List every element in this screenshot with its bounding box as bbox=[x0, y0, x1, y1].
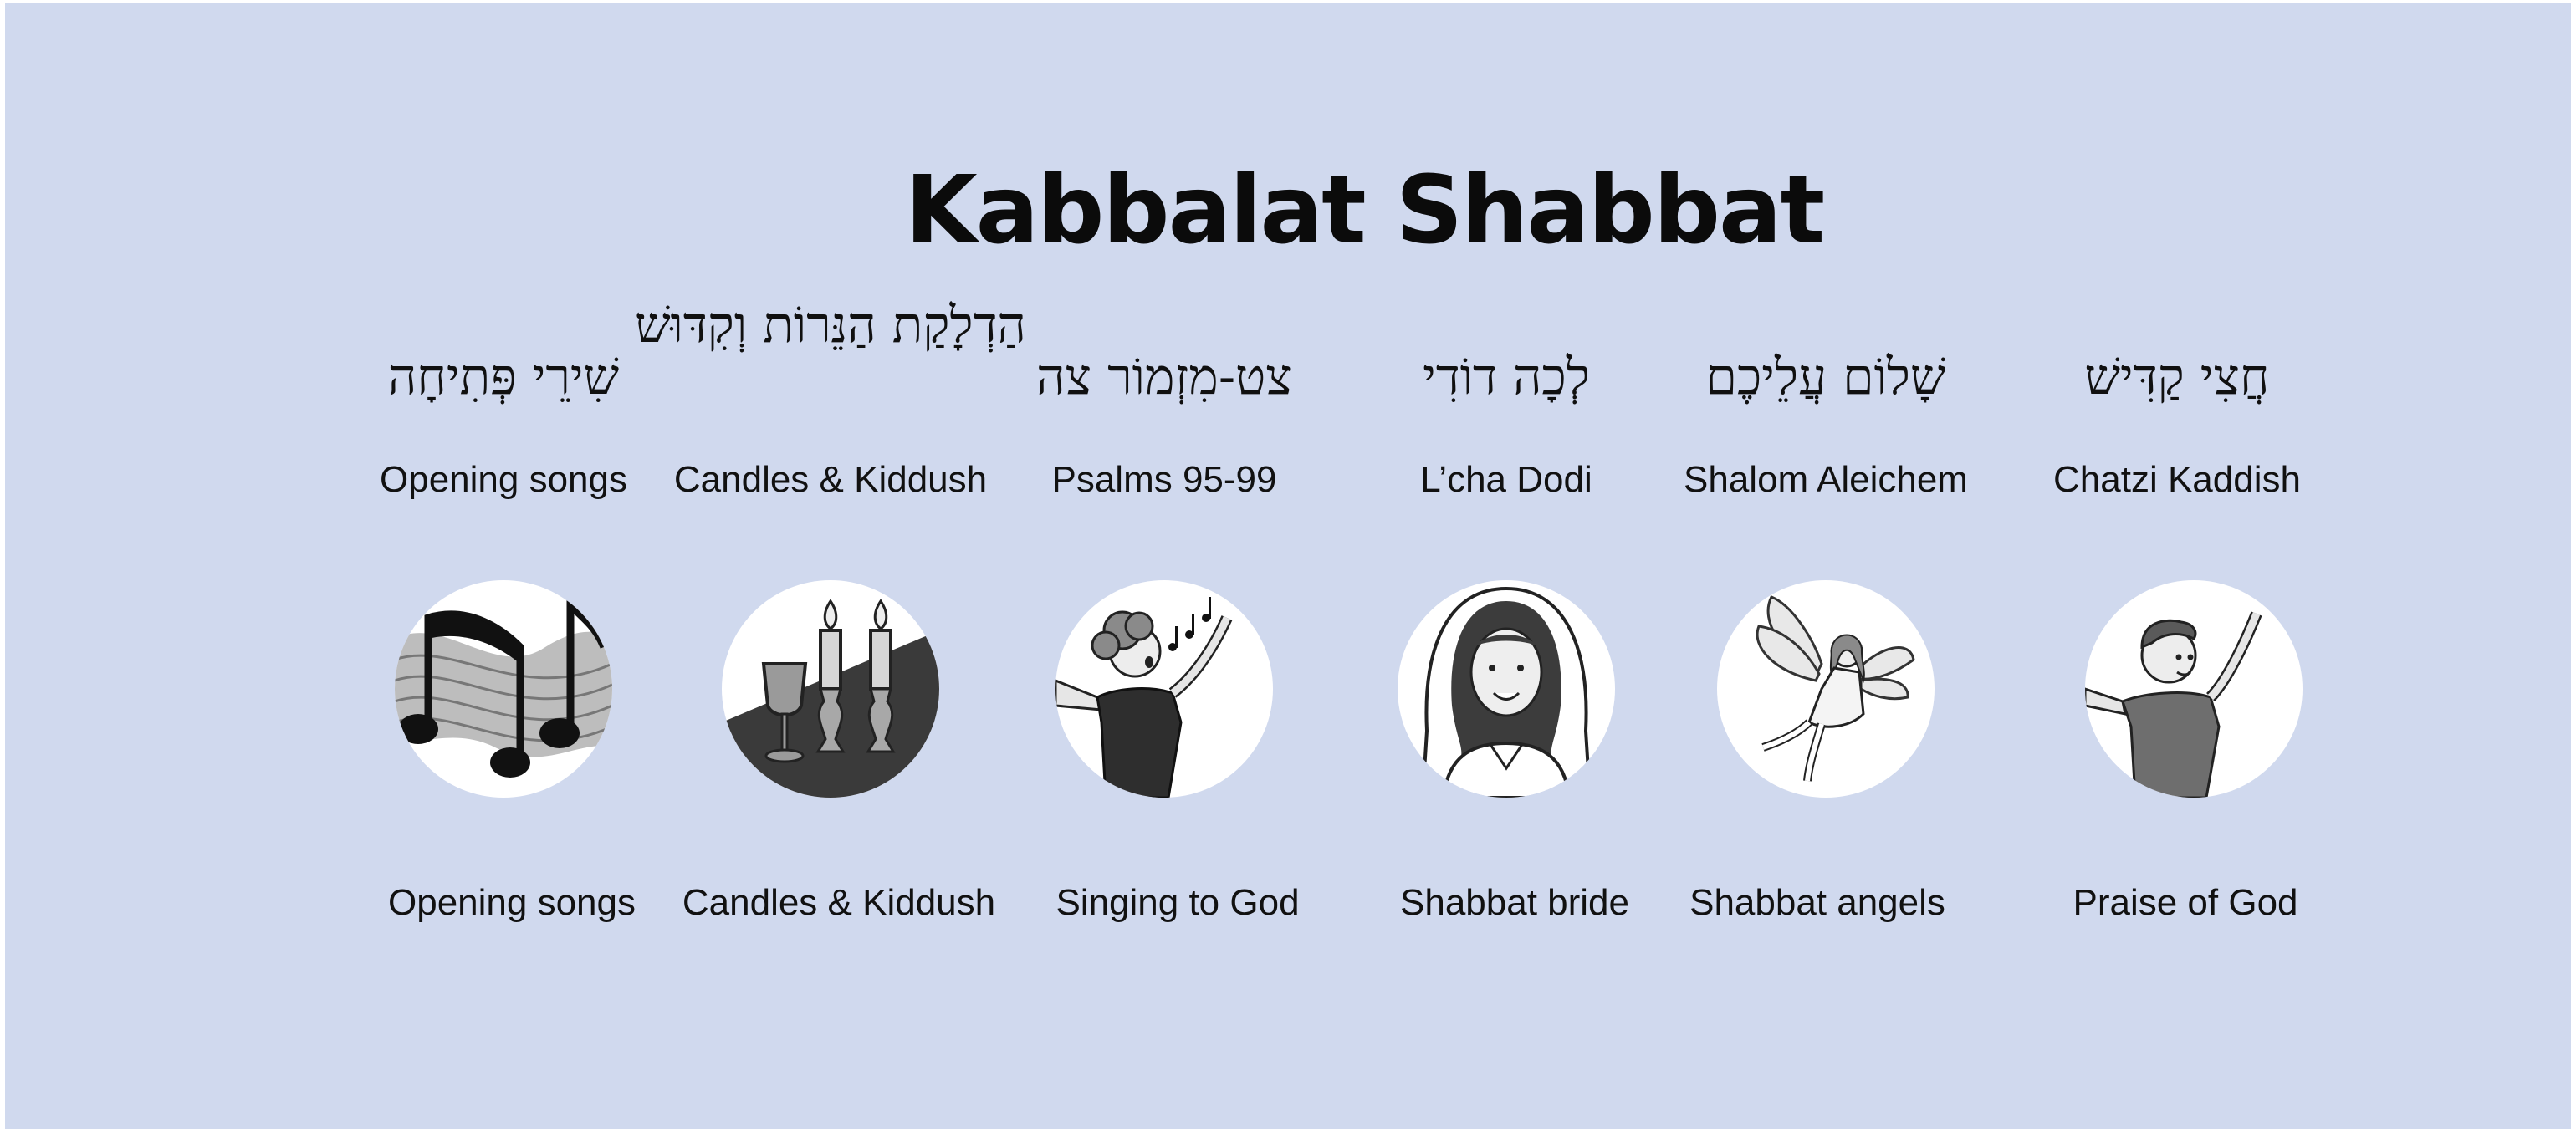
caption: Shabbat bride bbox=[1400, 882, 1629, 923]
hebrew-heading: צט-מִזְמוֹר צה bbox=[1036, 348, 1292, 406]
caption: Shabbat angels bbox=[1689, 882, 1945, 923]
english-heading: Psalms 95-99 bbox=[1051, 459, 1277, 500]
angel-icon bbox=[1717, 580, 1935, 798]
caption: Opening songs bbox=[388, 882, 636, 923]
english-heading: L’cha Dodi bbox=[1420, 459, 1592, 500]
hebrew-heading: שִׁירֵי פְּתִיחָה bbox=[387, 348, 620, 406]
caption: Singing to God bbox=[1055, 882, 1300, 923]
caption: Candles & Kiddush bbox=[682, 882, 996, 923]
page-title: Kabbalat Shabbat bbox=[904, 156, 1824, 265]
bride-icon bbox=[1398, 580, 1615, 798]
english-heading: Shalom Aleichem bbox=[1684, 459, 1968, 500]
hebrew-heading: חֲצִי קַדִּישׁ bbox=[2084, 348, 2270, 406]
caption: Praise of God bbox=[2073, 882, 2298, 923]
hebrew-heading: לְכָה דוֹדִי bbox=[1423, 348, 1590, 406]
music-notes-icon bbox=[395, 580, 612, 798]
praising-boy-icon bbox=[2085, 580, 2303, 798]
hebrew-heading: שָׁלוֹם עֲלֵיכֶם bbox=[1705, 348, 1946, 406]
candles-kiddush-icon bbox=[722, 580, 939, 798]
english-heading: Opening songs bbox=[380, 459, 627, 500]
english-heading: Chatzi Kaddish bbox=[2053, 459, 2301, 500]
hebrew-heading: הַדְלָקַת הַנֵּרוֹת וְקִדּוּשׁ bbox=[635, 296, 1026, 354]
diagram-canvas bbox=[5, 3, 2571, 1129]
singer-icon bbox=[1055, 580, 1273, 798]
english-heading: Candles & Kiddush bbox=[673, 459, 988, 500]
